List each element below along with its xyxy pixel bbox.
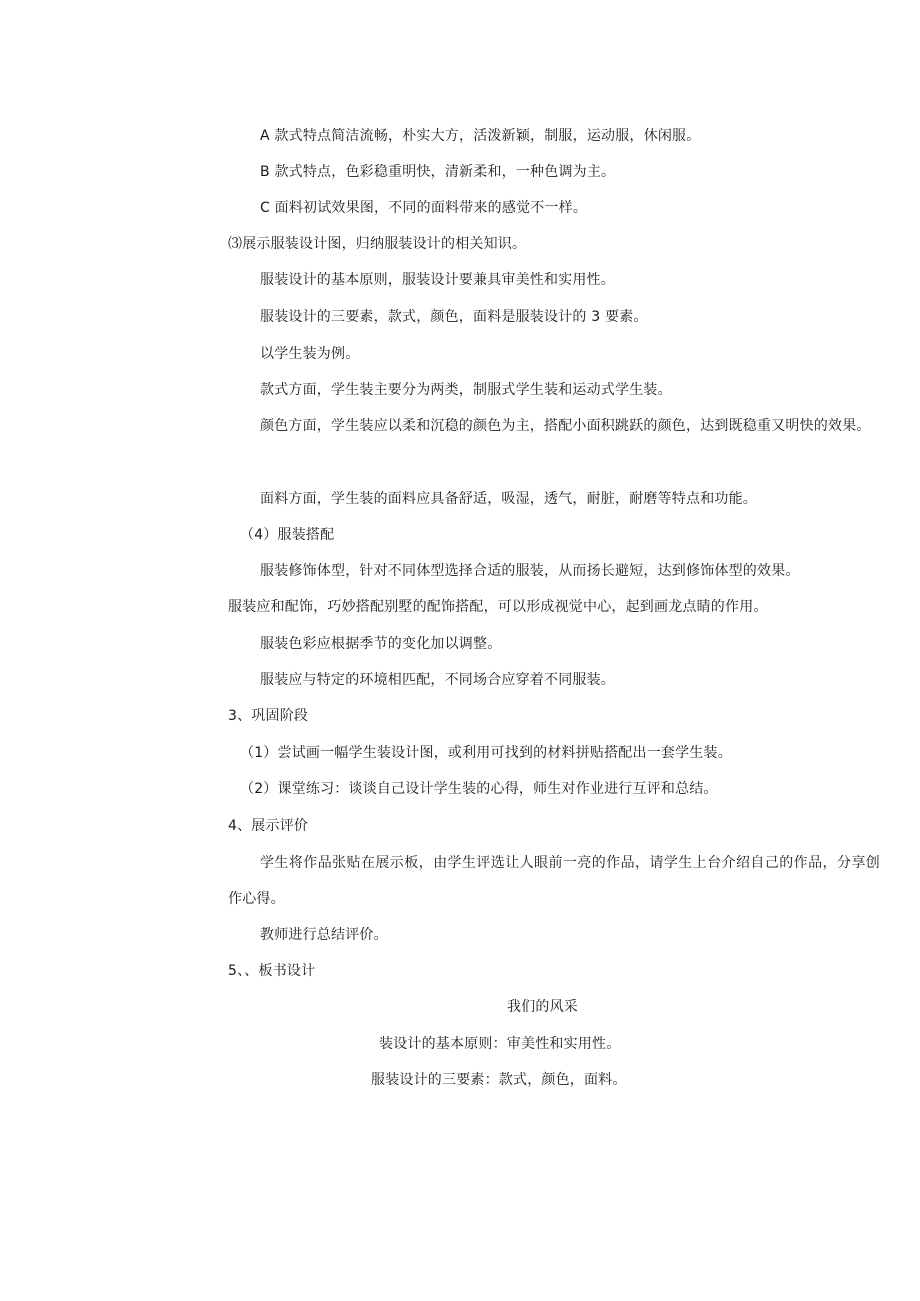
practice2-line: （2）课堂练习：谈谈自己设计学生装的心得，师生对作业进行互评和总结。 [240,781,718,797]
teacher-eval-line: 教师进行总结评价。 [260,927,388,943]
elements-line: 服装设计的三要素，款式，颜色，面料是服装设计的 3 要素。 [260,309,648,325]
principle-line: 服装设计的基本原则，服装设计要兼具审美性和实用性。 [260,272,615,288]
color-aspect-paragraph: 颜色方面，学生装应以柔和沉稳的颜色为主，搭配小面积跳跃的颜色，达到既稳重又明快的效果。 [260,418,871,434]
style-aspect-line: 款式方面，学生装主要分为两类，制服式学生装和运动式学生装。 [260,382,672,398]
section5-heading: 5、、板书设计 [228,963,316,979]
style-a-line: A 款式特点简洁流畅，朴实大方，活泼新颖，制服，运动服，休闲服。 [260,128,701,144]
fabric-aspect-line: 面料方面，学生装的面料应具备舒适，吸湿，透气，耐脏，耐磨等特点和功能。 [260,491,757,507]
display-paragraph: 学生将作品张贴在展示板，由学生评选让人眼前一亮的作品，请学生上台介绍自己的作品，分享创作心得。 [228,855,880,907]
board-line-1: 装设计的基本原则：审美性和实用性。 [379,1036,621,1052]
season-line: 服装色彩应根据季节的变化加以调整。 [260,636,502,652]
accessory-line: 服装应和配饰，巧妙搭配别墅的配饰搭配，可以形成视觉中心，起到画龙点睛的作用。 [228,599,768,615]
example-line: 以学生装为例。 [260,346,360,362]
board-line-2: 服装设计的三要素：款式，颜色，面料。 [371,1072,627,1088]
practice1-line: （1）尝试画一幅学生装设计图，或利用可找到的材料拼贴搭配出一套学生装。 [240,745,732,761]
body-type-line: 服装修饰体型，针对不同体型选择合适的服装，从而扬长避短，达到修饰体型的效果。 [260,563,800,579]
section3-heading: 3、巩固阶段 [228,708,309,724]
style-b-line: B 款式特点，色彩稳重明快，清新柔和，一种色调为主。 [260,164,616,180]
section4-heading: 4、展示评价 [228,818,309,834]
step4-heading: （4）服装搭配 [240,527,335,543]
step3-heading: ⑶展示服装设计图，归纳服装设计的相关知识。 [228,236,527,252]
fabric-c-line: C 面料初试效果图，不同的面料带来的感觉不一样。 [260,200,588,216]
environment-line: 服装应与特定的环境相匹配，不同场合应穿着不同服装。 [260,672,615,688]
board-title: 我们的风采 [507,999,578,1015]
